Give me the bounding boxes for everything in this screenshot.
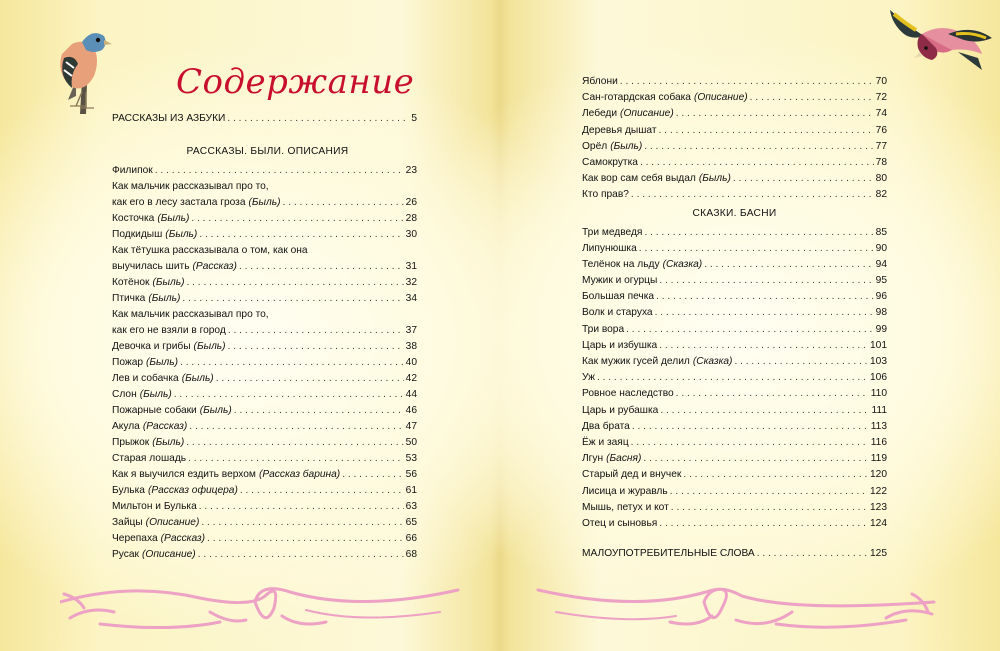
dot-leader xyxy=(631,187,874,203)
page-number: 124 xyxy=(870,517,887,529)
page-number: 95 xyxy=(875,275,887,287)
page-number: 77 xyxy=(875,140,887,152)
dot-leader xyxy=(644,225,873,241)
page-number: 37 xyxy=(405,325,417,336)
dot-leader xyxy=(670,484,868,500)
toc-entry[interactable] xyxy=(582,289,887,305)
toc-entry[interactable] xyxy=(112,259,417,275)
page-number: 85 xyxy=(875,226,887,238)
entry-title: Лгун xyxy=(582,453,604,465)
page-number: 65 xyxy=(405,517,417,528)
entry-title: Птичка xyxy=(112,293,146,304)
entry-title: Как вор сам себя выдал xyxy=(582,173,696,185)
entry-title: Деревья дышат xyxy=(582,124,657,136)
page-number: 68 xyxy=(405,549,417,560)
entry-title: Липунюшка xyxy=(582,242,637,254)
dot-leader xyxy=(186,435,403,451)
genre-note: (Описание) xyxy=(693,92,748,104)
page-number: 47 xyxy=(405,421,417,432)
dot-leader xyxy=(757,546,868,562)
genre-note: (Рассказ барина) xyxy=(258,469,341,480)
entry-title: как его не взяли в город xyxy=(112,325,226,336)
dot-leader xyxy=(239,259,404,275)
entry-title: Три медведя xyxy=(582,226,643,238)
entry-title: Уж xyxy=(582,372,595,384)
page-number: 90 xyxy=(875,242,887,254)
entry-title: Как мужик гусей делил xyxy=(582,356,690,367)
page-number: 98 xyxy=(875,307,887,319)
genre-note: (Быль) xyxy=(199,405,232,416)
toc-entry[interactable] xyxy=(582,139,887,155)
entry-title: Большая печка xyxy=(582,291,655,303)
entry-title: Черепаха xyxy=(112,533,158,544)
pink-ribbon-ornament xyxy=(536,572,936,647)
toc-entry[interactable] xyxy=(582,500,887,516)
dot-leader xyxy=(228,339,404,355)
toc-entry[interactable] xyxy=(582,171,887,187)
toc-entry[interactable] xyxy=(582,484,887,500)
toc-entry[interactable] xyxy=(582,257,887,273)
page-number: 123 xyxy=(870,501,887,513)
page-number: 99 xyxy=(875,323,887,335)
toc-entry-line: Как тётушка рассказывала о том, как она xyxy=(112,245,308,256)
entry-title: выучилась шить xyxy=(112,261,190,272)
page-number: 42 xyxy=(405,373,417,384)
dot-leader xyxy=(660,403,869,419)
toc-entry[interactable] xyxy=(582,225,887,241)
page-number: 70 xyxy=(875,76,887,87)
toc-entry[interactable] xyxy=(112,163,417,179)
section-heading: РАССКАЗЫ. БЫЛИ. ОПИСАНИЯ xyxy=(186,146,349,157)
toc-entry[interactable] xyxy=(582,403,887,419)
dot-leader xyxy=(191,211,403,227)
toc-entry[interactable] xyxy=(582,451,887,467)
toc-entry[interactable] xyxy=(582,90,887,106)
dot-leader xyxy=(182,291,403,307)
genre-note: (Рассказ) xyxy=(160,533,206,544)
genre-note: (Быль) xyxy=(146,357,179,368)
page-number: 32 xyxy=(405,277,417,288)
entry-title: Лев и собачка xyxy=(112,373,179,384)
dot-leader xyxy=(631,435,869,451)
toc-entry[interactable] xyxy=(112,371,417,387)
dot-leader xyxy=(643,451,868,467)
toc-entry[interactable] xyxy=(582,273,887,289)
entry-title: Котёнок xyxy=(112,277,150,288)
entry-title: Пожарные собаки xyxy=(112,405,197,416)
page-number: 40 xyxy=(405,357,417,368)
page-number: 74 xyxy=(875,108,887,120)
dot-leader xyxy=(234,403,404,419)
entry-title: Орёл xyxy=(582,140,608,152)
toc-entry[interactable] xyxy=(582,305,887,321)
entry-title: Косточка xyxy=(112,213,155,224)
page-number: 120 xyxy=(870,469,887,481)
dot-leader xyxy=(207,531,404,547)
toc-entry[interactable] xyxy=(112,403,417,419)
entry-title: Ровное наследство xyxy=(582,388,674,400)
dot-leader xyxy=(659,516,868,532)
genre-note: (Описание) xyxy=(620,108,674,120)
page-number: 31 xyxy=(405,261,417,272)
entry-title: Мужик и огурцы xyxy=(582,275,658,287)
genre-note: (Сказка) xyxy=(692,356,733,367)
page-number: 96 xyxy=(875,291,887,303)
entry-title: Зайцы xyxy=(112,517,143,528)
toc-entry[interactable] xyxy=(582,516,887,532)
page-number: 82 xyxy=(875,189,887,201)
page-number: 61 xyxy=(405,485,417,496)
entry-title: Пожар xyxy=(112,357,144,368)
dot-leader xyxy=(283,195,404,211)
dot-leader xyxy=(640,155,874,171)
page-number: 26 xyxy=(405,197,417,208)
page-number: 78 xyxy=(875,156,887,168)
toc-entry[interactable] xyxy=(582,187,887,203)
entry-title: Акула xyxy=(112,421,140,432)
entry-title: Лебеди xyxy=(582,108,618,120)
entry-title: Мышь, петух и кот xyxy=(582,501,669,513)
toc-entry[interactable] xyxy=(112,547,417,563)
entry-title: Девочка и грибы xyxy=(112,341,191,352)
toc-right xyxy=(582,74,887,562)
section-heading: СКАЗКИ. БАСНИ xyxy=(692,207,777,219)
toc-entry[interactable] xyxy=(112,419,417,435)
toc-entry[interactable] xyxy=(582,241,887,257)
genre-note: (Рассказ) xyxy=(142,421,188,432)
genre-note: (Быль) xyxy=(193,341,226,352)
dot-leader xyxy=(676,386,869,402)
genre-note: (Быль) xyxy=(698,173,731,185)
entry-title: Старый дед и внучек xyxy=(582,469,682,481)
page-number: 80 xyxy=(875,173,887,185)
dot-leader xyxy=(597,370,868,386)
toc-entry[interactable] xyxy=(112,387,417,403)
dot-leader xyxy=(201,515,403,531)
entry-title: Телёнок на льду xyxy=(582,258,660,270)
entry-title: Прыжок xyxy=(112,437,150,448)
dot-leader xyxy=(626,322,874,338)
page-number: 66 xyxy=(405,533,417,544)
toc-entry[interactable] xyxy=(112,291,417,307)
dot-leader xyxy=(734,354,868,370)
genre-note: (Быль) xyxy=(152,437,185,448)
dot-leader xyxy=(632,419,869,435)
dot-leader xyxy=(733,171,874,187)
toc-entry[interactable] xyxy=(112,355,417,371)
dot-leader xyxy=(671,500,868,516)
page-number: 28 xyxy=(405,213,417,224)
toc-entry-line: Как мальчик рассказывал про то, xyxy=(112,309,269,320)
dot-leader xyxy=(683,467,868,483)
genre-note: (Рассказ офицера) xyxy=(147,485,238,496)
genre-note: (Описание) xyxy=(145,517,200,528)
toc-entry[interactable] xyxy=(112,339,417,355)
toc-entry[interactable] xyxy=(582,354,887,370)
page-number: 111 xyxy=(871,404,887,416)
dot-leader xyxy=(199,227,403,243)
dot-leader xyxy=(227,111,409,127)
page-number: 5 xyxy=(411,113,417,124)
genre-note: (Быль) xyxy=(152,277,185,288)
dot-leader xyxy=(659,338,868,354)
entry-title: как его в лесу застала гроза xyxy=(112,197,246,208)
entry-title: Царь и рубашка xyxy=(582,404,659,416)
page-number: 76 xyxy=(875,124,887,136)
toc-entry[interactable] xyxy=(582,370,887,386)
entry-title: МАЛОУПОТРЕБИТЕЛЬНЫЕ СЛОВА xyxy=(582,548,755,560)
toc-entry[interactable] xyxy=(112,499,417,515)
entry-title: Старая лошадь xyxy=(112,453,187,464)
entry-title: Яблони xyxy=(582,76,618,87)
dot-leader xyxy=(216,371,404,387)
dot-leader xyxy=(189,419,403,435)
entry-title: Самокрутка xyxy=(582,156,638,168)
dot-leader xyxy=(186,275,403,291)
entry-title: Волк и старуха xyxy=(582,307,653,319)
genre-note: (Рассказ) xyxy=(192,261,237,272)
entry-title: Как я выучился ездить верхом xyxy=(112,469,256,480)
dot-leader xyxy=(750,90,874,106)
toc-entry[interactable] xyxy=(112,227,417,243)
dot-leader xyxy=(659,123,874,139)
page-number: 30 xyxy=(405,229,417,240)
toc-entry[interactable] xyxy=(582,106,887,122)
toc-left xyxy=(112,111,417,563)
genre-note: (Быль) xyxy=(139,389,172,400)
entry-title: Мильтон и Булька xyxy=(112,501,197,512)
page-number: 38 xyxy=(405,341,417,352)
toc-entry[interactable] xyxy=(582,467,887,483)
toc-entry[interactable] xyxy=(582,546,887,562)
entry-title: Кто прав? xyxy=(582,189,629,201)
genre-note: (Басня) xyxy=(606,453,642,465)
genre-note: (Быль) xyxy=(165,229,198,240)
dot-leader xyxy=(656,289,874,305)
entry-title: Два брата xyxy=(582,420,630,432)
page-number: 46 xyxy=(405,405,417,416)
dot-leader xyxy=(199,499,404,515)
entry-title: Подкидыш xyxy=(112,229,163,240)
toc-entry[interactable] xyxy=(582,419,887,435)
toc-entry[interactable] xyxy=(112,451,417,467)
genre-note: (Быль) xyxy=(148,293,181,304)
toc-entry[interactable] xyxy=(112,195,417,211)
genre-note: (Быль) xyxy=(181,373,214,384)
toc-entry[interactable] xyxy=(112,111,417,127)
page-number: 34 xyxy=(405,293,417,304)
dot-leader xyxy=(676,106,874,122)
genre-note: (Быль) xyxy=(610,140,643,152)
page-number: 110 xyxy=(870,388,887,400)
toc-entry[interactable] xyxy=(582,155,887,171)
toc-entry[interactable] xyxy=(582,74,887,90)
chaffinch-bird-illustration xyxy=(46,14,112,123)
dot-leader xyxy=(155,163,404,179)
dot-leader xyxy=(659,273,873,289)
page-number: 106 xyxy=(870,372,887,384)
entry-title: Филипок xyxy=(112,165,153,176)
page-number: 94 xyxy=(875,258,887,270)
dot-leader xyxy=(180,355,404,371)
toc-entry[interactable] xyxy=(112,531,417,547)
toc-entry[interactable] xyxy=(582,435,887,451)
entry-title: РАССКАЗЫ ИЗ АЗБУКИ xyxy=(112,113,226,124)
page-number: 101 xyxy=(870,339,887,351)
dot-leader xyxy=(620,74,874,90)
page-number: 44 xyxy=(405,389,417,400)
toc-entry[interactable] xyxy=(582,338,887,354)
page-number: 125 xyxy=(870,548,887,560)
page-number: 53 xyxy=(405,453,417,464)
toc-entry[interactable] xyxy=(582,322,887,338)
toc-entry-line: Как мальчик рассказывал про то, xyxy=(112,181,269,192)
page-number: 56 xyxy=(405,469,417,480)
entry-title: Ёж и заяц xyxy=(582,436,629,448)
dot-leader xyxy=(174,387,404,403)
toc-entry[interactable] xyxy=(112,211,417,227)
page-title: Содержание xyxy=(176,62,415,102)
dot-leader xyxy=(704,257,873,273)
toc-entry[interactable] xyxy=(112,515,417,531)
page-number: 63 xyxy=(405,501,417,512)
dot-leader xyxy=(198,547,404,563)
page-number: 116 xyxy=(870,436,887,448)
dot-leader xyxy=(342,467,403,483)
toc-entry[interactable] xyxy=(112,323,417,339)
entry-title: Отец и сыновья xyxy=(582,517,658,529)
entry-title: Царь и избушка xyxy=(582,339,658,351)
page-number: 50 xyxy=(405,437,417,448)
toc-entry[interactable] xyxy=(112,467,417,483)
dot-leader xyxy=(240,483,404,499)
entry-title: Русак xyxy=(112,549,139,560)
genre-note: (Быль) xyxy=(157,213,190,224)
pink-ribbon-ornament xyxy=(60,572,460,647)
toc-entry[interactable] xyxy=(582,123,887,139)
dot-leader xyxy=(188,451,404,467)
toc-entry[interactable] xyxy=(112,435,417,451)
page-number: 119 xyxy=(870,453,887,465)
page-number: 113 xyxy=(870,420,887,432)
goldfinch-bird-illustration xyxy=(882,4,994,81)
genre-note: (Описание) xyxy=(142,549,196,560)
dot-leader xyxy=(639,241,874,257)
genre-note: (Быль) xyxy=(248,197,281,208)
entry-title: Слон xyxy=(112,389,137,400)
entry-title: Три вора xyxy=(582,323,625,335)
toc-entry[interactable] xyxy=(582,386,887,402)
genre-note: (Сказка) xyxy=(662,258,703,270)
toc-entry[interactable] xyxy=(112,275,417,291)
page-number: 72 xyxy=(875,92,887,104)
right-page xyxy=(500,0,1000,651)
dot-leader xyxy=(644,139,873,155)
page-number: 122 xyxy=(870,485,887,497)
toc-entry[interactable] xyxy=(112,483,417,499)
entry-title: Лисица и журавль xyxy=(582,485,668,497)
page-number: 103 xyxy=(870,356,887,367)
dot-leader xyxy=(655,305,874,321)
page-number: 23 xyxy=(405,165,417,176)
entry-title: Булька xyxy=(112,485,145,496)
dot-leader xyxy=(228,323,404,339)
entry-title: Сан-готардская собака xyxy=(582,92,691,104)
